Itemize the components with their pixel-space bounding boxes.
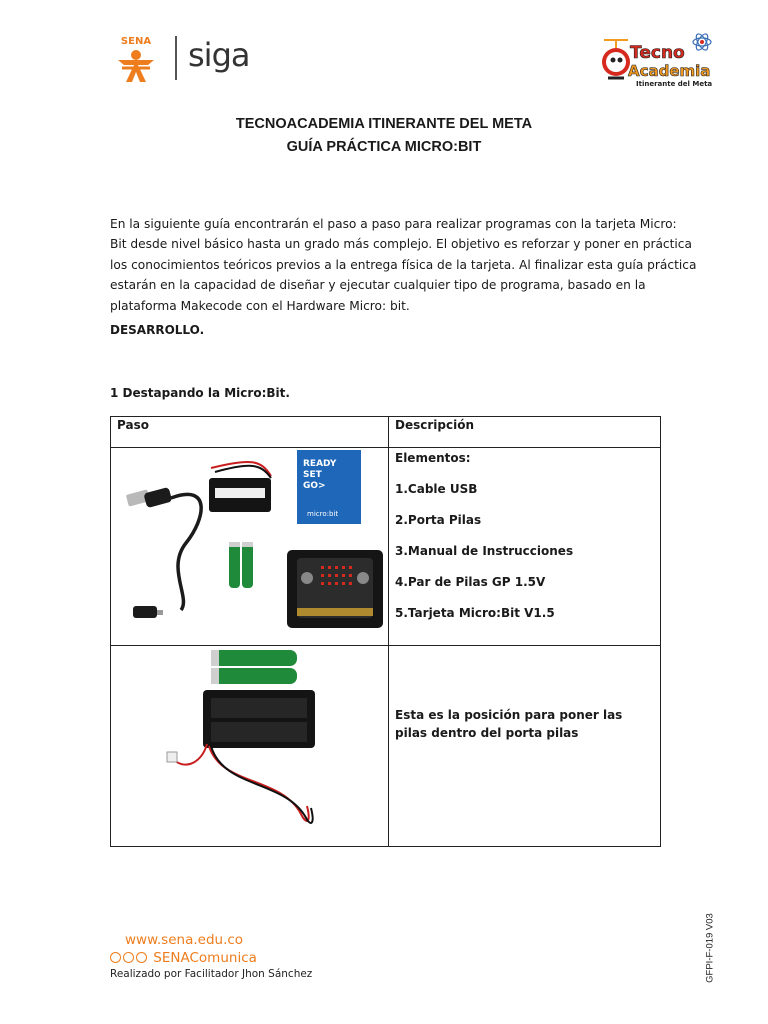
mascot-icon [602,40,630,78]
logo-divider [175,36,177,80]
intro-line: los conocimientos teóricos previos a la entrega física de la tarjeta. Al finalizar esta guía práctica [110,257,697,272]
manual-image [297,450,361,524]
header-descripcion: Descripción [395,418,474,432]
usb-cable-image [126,487,201,618]
battery-position-description: Esta es la posición para poner las pilas dentro del porta pilas [395,708,623,740]
section-heading: 1 Destapando la Micro:Bit. [110,386,290,400]
description-cell [389,646,661,847]
sena-logo [112,36,174,84]
sena-figure-icon [112,46,160,86]
tecno-logo-line2: Academia [628,62,711,80]
siga-logo: siga [188,36,250,74]
list-item: 5.Tarjeta Micro:Bit V1.5 [395,606,555,620]
tecno-logo-line3: Itinerante del Meta [636,80,713,88]
intro-paragraph [110,214,697,316]
table-header-row [111,417,661,448]
footer-social [110,950,257,966]
list-item: 2.Porta Pilas [395,513,482,527]
manual-text: READY [303,459,337,469]
battery-holder-image [167,690,315,823]
document-title: TECNOACADEMIA ITINERANTE DEL META [235,116,533,132]
batteries-image [211,650,297,684]
batteries-image [229,542,253,588]
intro-line: estarán en la capacidad de diseñar y ejecutar cualquier tipo de programa, basado en la [110,278,646,293]
manual-text: SET [303,470,322,480]
instagram-icon [123,952,134,963]
table-header-cell [111,417,389,448]
manual-text: GO> [303,481,326,491]
kit-contents-photo [111,448,389,646]
sena-logo-text: SENA [120,36,152,47]
tecno-logo-line1: Tecno [630,43,685,63]
microbit-board-image [287,550,383,628]
development-heading: DESARROLLO. [110,323,205,337]
battery-holder-photo [111,646,389,847]
document-code-text: GFPI-F-019 V03 [704,913,716,983]
footer-website: www.sena.edu.co [125,932,244,948]
manual-brand: micro:bit [307,510,339,518]
list-item: 3.Manual de Instrucciones [395,544,574,558]
document-subtitle: GUÍA PRÁCTICA MICRO:BIT [286,139,482,155]
header-paso: Paso [117,418,149,432]
intro-line: En la siguiente guía encontrarán el paso a paso para realizar programas con la tarjeta Micro: [110,217,677,231]
table-row [111,646,661,847]
list-item: 1.Cable USB [395,482,478,496]
intro-line: plataforma Makecode con el Hardware Micro: bit. [110,298,410,313]
footer-author: Realizado por Facilitador Jhon Sánchez [110,968,313,980]
battery-holder-image [209,462,271,512]
intro-line: Bit desde nivel básico hasta un grado más complejo. El objetivo es reforzar y poner en práctica [110,237,692,252]
list-item: 4.Par de Pilas GP 1.5V [395,575,546,589]
table-header-cell [389,417,661,448]
table-row [111,448,661,646]
twitter-icon [110,952,121,963]
facebook-icon [136,952,147,963]
elements-heading: Elementos: [395,451,471,465]
atom-icon [693,32,711,52]
footer-social-handle: SENAComunica [153,950,257,966]
steps-table [110,416,661,847]
document-code [700,908,720,988]
tecnoacademia-logo [596,22,720,94]
elements-cell [389,448,661,646]
